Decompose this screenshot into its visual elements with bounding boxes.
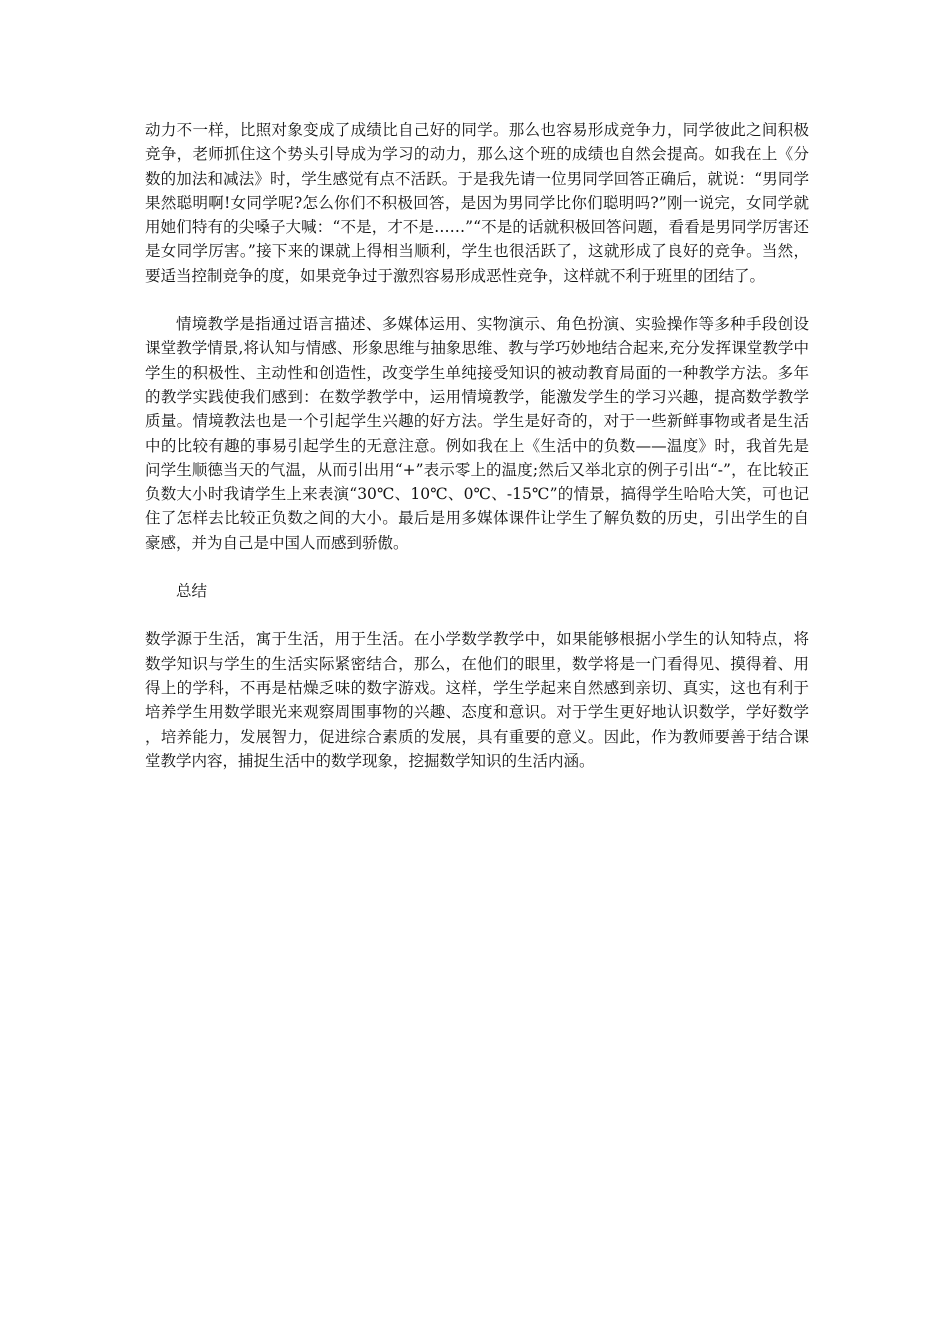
body-paragraph-2: 情境教学是指通过语言描述、多媒体运用、实物演示、角色扮演、实验操作等多种手段创设课堂教学情景,将认知与情感、形象思维与抽象思维、教与学巧妙地结合起来,充分发挥课堂教学中学生的积极性、主动性和创造性，改变学生单纯接受知识的被动教育局面的一种教学方法。多年的教学实践使我们感到：在数学教学中，运用情境教学，能激发学生的学习兴趣，提高数学教学质量。情境教法也是一个引起学生兴趣的好方法。学生是好奇的，对于一些新鲜事物或者是生活中的比较有趣的事易引起学生的无意注意。例如我在上《生活中的负数——温度》时，我首先是问学生顺德当天的气温，从而引出用“+”表示零上的温度;然后又举北京的例子引出“-”，在比较正负数大小时我请学生上来表演“30℃、10℃、0℃、-15℃”的情景，搞得学生哈哈大笑，可也记住了怎样去比较正负数之间的大小。最后是用多媒体课件让学生了解负数的历史，引出学生的自豪感，并为自己是中国人而感到骄傲。 [145, 315, 809, 552]
body-paragraph-3: 数学源于生活，寓于生活，用于生活。在小学数学教学中，如果能够根据小学生的认知特点，将数学知识与学生的生活实际紧密结合，那么，在他们的眼里，数学将是一门看得见、摸得着、用得上的学科，不再是枯燥乏味的数字游戏。这样，学生学起来自然感到亲切、真实，这也有利于培养学生用数学眼光来观察周围事物的兴趣、态度和意识。对于学生更好地认识数学，学好数学，培养能力，发展智力，促进综合素质的发展，具有重要的意义。因此，作为教师要善于结合课堂教学内容，捕捉生活中的数学现象，挖掘数学知识的生活内涵。 [145, 630, 809, 770]
paragraph-spacer [145, 555, 809, 579]
document-body [145, 118, 809, 773]
body-paragraph-1: 动力不一样，比照对象变成了成绩比自己好的同学。那么也容易形成竞争力，同学彼此之间积极竞争，老师抓住这个势头引导成为学习的动力，那么这个班的成绩也自然会提高。如我在上《分数的加法和减法》时，学生感觉有点不活跃。于是我先请一位男同学回答正确后，就说：“男同学果然聪明啊!女同学呢?怎么你们不积极回答，是因为男同学比你们聪明吗?”刚一说完，女同学就用她们特有的尖嗓子大喊：“不是，才不是……”“不是的话就积极回答问题，看看是男同学厉害还是女同学厉害。”接下来的课就上得相当顺利，学生也很活跃了，这就形成了良好的竞争。当然，要适当控制竞争的度，如果竞争过于激烈容易形成恶性竞争，这样就不利于班里的团结了。 [145, 121, 809, 285]
paragraph-spacer [145, 603, 809, 627]
section-heading-summary: 总结 [176, 582, 208, 601]
paragraph-spacer [145, 288, 809, 312]
